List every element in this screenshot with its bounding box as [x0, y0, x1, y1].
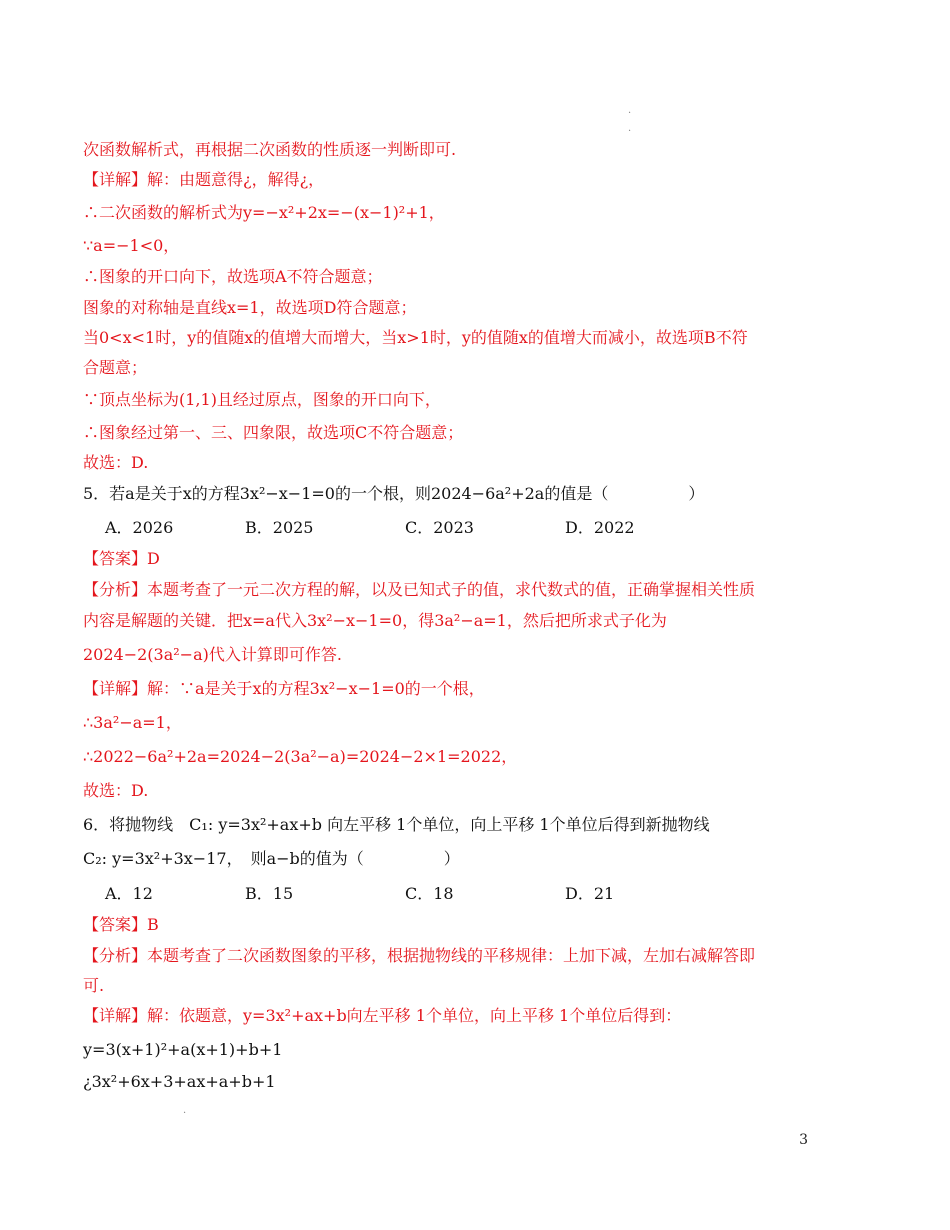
- q6-option-d: D．21: [565, 884, 615, 903]
- q5-detail-1: 【详解】解：∵a是关于x的方程3x²−x−1=0的一个根，: [83, 679, 485, 698]
- prev-line-7: 当0<x<1时，y的值随x的值增大而增大，当x>1时，y的值随x的值增大而减小，故选项B不符: [83, 328, 748, 347]
- speck-mark: ·: [183, 1108, 187, 1119]
- q6-option-a: A．12: [105, 884, 153, 903]
- prev-line-3: ∴二次函数的解析式为y=−x²+2x=−(x−1)²+1，: [83, 203, 445, 222]
- prev-line-2: 【详解】解：由题意得¿，解得¿，: [83, 170, 325, 189]
- q5-option-d: D．2022: [565, 518, 635, 537]
- q6-analysis-2: 可.: [83, 976, 105, 995]
- q5-analysis-2: 内容是解题的关键．把x=a代入3x²−x−1=0，得3a²−a=1，然后把所求式子化为: [83, 611, 667, 630]
- q5-detail-2: ∴3a²−a=1，: [83, 713, 182, 732]
- q6-detail-1: 【详解】解：依题意，y=3x²+ax+b向左平移 1个单位，向上平移 1个单位后得到：: [83, 1006, 682, 1025]
- prev-line-5: ∴图象的开口向下，故选项A不符合题意；: [83, 267, 383, 286]
- q5-stem: 5．若a是关于x的方程3x²−x−1=0的一个根，则2024−6a²+2a的值是（ ）: [83, 484, 705, 503]
- q5-option-a: A．2026: [105, 518, 174, 537]
- speck-mark: ·: [628, 126, 632, 137]
- prev-line-6: 图象的对称轴是直线x=1，故选项D符合题意；: [83, 298, 417, 317]
- q6-option-c: C．18: [405, 884, 454, 903]
- q6-answer: 【答案】B: [83, 915, 159, 934]
- q6-stem-1: 6．将抛物线 C₁: y=3x²+ax+b 向左平移 1个单位，向上平移 1个单位后得到新抛物线: [83, 815, 710, 834]
- q5-option-c: C．2023: [405, 518, 474, 537]
- q5-detail-3: ∴2022−6a²+2a=2024−2(3a²−a)=2024−2×1=2022，: [83, 747, 518, 766]
- q6-detail-3: ¿3x²+6x+3+ax+a+b+1: [83, 1072, 276, 1091]
- q6-analysis-1: 【分析】本题考查了二次函数图象的平移，根据抛物线的平移规律：上加下减，左加右减解答即: [83, 946, 756, 965]
- prev-line-8: 合题意；: [83, 358, 148, 377]
- prev-line-11: 故选：D.: [83, 453, 149, 472]
- q5-detail-4: 故选：D.: [83, 781, 149, 800]
- prev-line-9: ∵顶点坐标为(1,1)且经过原点，图象的开口向下，: [83, 390, 441, 409]
- q5-analysis-3: 2024−2(3a²−a)代入计算即可作答.: [83, 645, 342, 664]
- q5-answer: 【答案】D: [83, 549, 160, 568]
- prev-line-10: ∴图象经过第一、三、四象限，故选项C不符合题意；: [83, 423, 464, 442]
- prev-line-1: 次函数解析式，再根据二次函数的性质逐一判断即可.: [83, 140, 457, 159]
- q6-option-b: B．15: [245, 884, 294, 903]
- q5-option-b: B．2025: [245, 518, 314, 537]
- q6-detail-2: y=3(x+1)²+a(x+1)+b+1: [83, 1040, 283, 1059]
- speck-mark: ·: [628, 108, 632, 119]
- prev-line-4: ∵a=−1<0，: [83, 236, 180, 255]
- page-number: 3: [799, 1132, 808, 1148]
- q6-stem-2: C₂: y=3x²+3x−17， 则a−b的值为（ ）: [83, 849, 460, 868]
- q5-analysis-1: 【分析】本题考查了一元二次方程的解，以及已知式子的值，求代数式的值，正确掌握相关性质: [83, 580, 756, 599]
